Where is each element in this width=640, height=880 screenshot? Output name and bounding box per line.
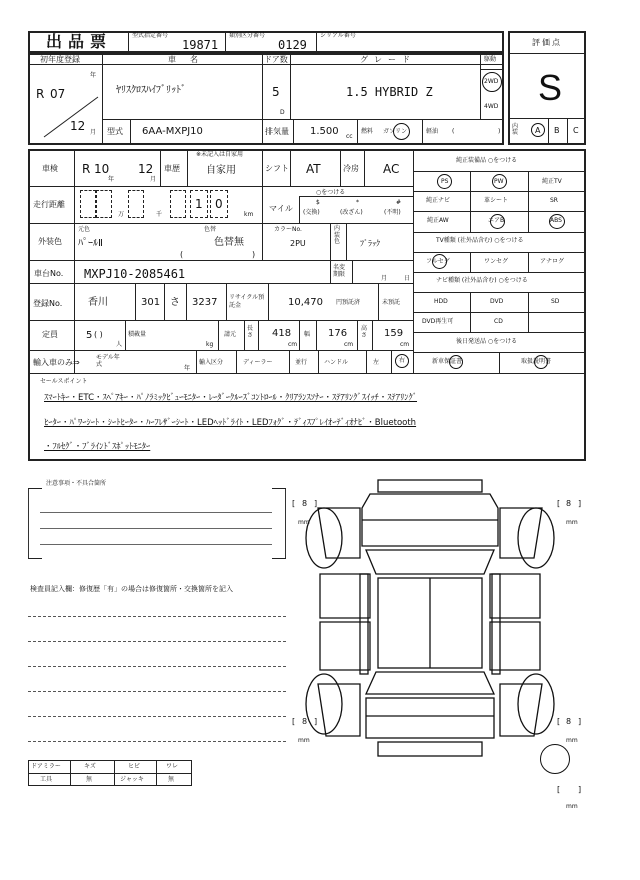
import-category-label: 輸入区分	[199, 359, 224, 366]
color-repaint-label: 色替	[204, 226, 217, 233]
inspector-line-6	[28, 741, 286, 742]
tire-fr-close: ]	[578, 499, 582, 508]
tv-header: TV種類 (社外品含む) ○をつける	[436, 237, 524, 244]
tire-fr-unit: mm	[566, 519, 578, 526]
chassis-no: MXPJ10-2085461	[84, 267, 186, 281]
form-title: 出品票	[46, 32, 113, 51]
tire-rl-unit: mm	[298, 737, 310, 744]
first-reg-year: 07	[50, 87, 66, 101]
interior-a: A	[535, 126, 541, 135]
mileage-sen: 千	[156, 211, 163, 218]
navi-hdd: HDD	[434, 298, 448, 305]
mileage-km: km	[244, 211, 254, 218]
doors: 5	[272, 85, 280, 99]
month-unit: 月	[90, 129, 97, 136]
navi-header: ナビ種類 (社外品含む) ○をつける	[436, 277, 528, 284]
meigi-day: 日	[404, 275, 411, 282]
capacity-paren: ( )	[94, 330, 103, 339]
length: 418	[272, 328, 292, 339]
inspector-line-1	[28, 616, 286, 617]
history-label: 車歴	[164, 164, 180, 173]
color-paren-open: (	[180, 250, 184, 259]
color-label: 外装色	[38, 237, 62, 246]
handle-right: 右	[399, 357, 406, 364]
width: 176	[328, 328, 348, 339]
tire-spare-close: ]	[578, 785, 582, 794]
legend-r-3: ジャッキ	[120, 776, 144, 783]
docs-warranty: 新車保証書	[432, 358, 463, 365]
inspector-line-4	[28, 691, 286, 692]
grade-label: グレード	[360, 55, 416, 64]
color-original: ﾊﾟｰﾙⅡ	[78, 238, 103, 249]
tire-spare-unit: mm	[566, 803, 578, 810]
tire-rl-close: ]	[314, 717, 318, 726]
caution-line-3	[40, 544, 272, 545]
width-label: 幅	[304, 331, 311, 338]
color-repaint: 色替無	[214, 237, 244, 248]
sales-line-2: ﾋｰﾀｰ・ﾊﾟﾜｰｼｰﾄ・ｼｰﾄﾋｰﾀｰ・ﾊｰﾌﾚｻﾞｰｼｰﾄ・LEDﾍｯﾄﾞﾗｲﾄ・LEDﾌｫｸﾞ・ﾃﾞｨｽﾌﾟﾚｲｵｰﾃﾞｨｵﾅﾋﾞ・Bluetooth	[44, 418, 417, 428]
capacity: 5	[86, 330, 93, 341]
tire-rr-unit: mm	[566, 737, 578, 744]
height-label: 高さ	[361, 325, 368, 339]
ac-label: 冷房	[343, 164, 359, 173]
interior-b: B	[554, 126, 560, 135]
tire-fl-close: ]	[314, 499, 318, 508]
height-cm: cm	[400, 341, 410, 348]
type-cert-no: 19871	[182, 38, 219, 52]
tire-fr-open: [	[557, 499, 561, 508]
drive-2wd: 2WD	[484, 78, 499, 85]
shift-label: シフト	[265, 164, 289, 173]
load-label: 積載量	[128, 331, 147, 338]
body-code: D	[280, 109, 285, 116]
type-cert-label: 型式指定番号	[132, 32, 169, 39]
fuel-paren-open: (	[452, 128, 455, 135]
legend-h-4: ワレ	[166, 763, 179, 770]
inspector-line-5	[28, 716, 286, 717]
sales-label: セールスポイント	[40, 378, 88, 385]
category-label: 類別区分番号	[229, 32, 266, 39]
mileage-exchanged-label: (交換)	[303, 209, 320, 216]
navi-dvd: DVD	[490, 298, 504, 305]
equip-airbag: エアB	[488, 217, 505, 224]
tv-oneseg: ワンセグ	[484, 258, 509, 265]
mileage-unknown: #	[396, 199, 402, 206]
year-unit: 年	[90, 72, 97, 79]
inspector-label: 検査員記入欄：修復歴「有」の場合は修復箇所・交換箇所を記入	[30, 585, 233, 593]
claim-label: 請元	[224, 331, 237, 338]
handle-left: 左	[373, 359, 380, 366]
mileage-note: ○をつける	[316, 189, 346, 196]
interior-color-label: 内装色	[334, 225, 341, 246]
doors-label: ドア数	[264, 55, 288, 64]
tv-analog: アナログ	[540, 258, 565, 265]
interior-color: ﾌﾞﾗｯｸ	[360, 239, 380, 248]
inspector-line-2	[28, 641, 286, 642]
length-label: 長さ	[247, 325, 254, 339]
tire-fl-unit: mm	[298, 519, 310, 526]
equip-tv: 純正TV	[542, 178, 562, 185]
import-year: 年	[184, 365, 191, 372]
shaken-label: 車検	[42, 164, 58, 173]
shaken-era: R	[82, 162, 91, 176]
rating-value: S	[538, 67, 563, 108]
displacement-label: 排気量	[265, 127, 289, 136]
meigi-label: 名変期限	[333, 264, 346, 279]
registration-number: 3237	[192, 297, 218, 308]
mileage-digit-box-4	[170, 190, 186, 218]
capacity-label: 定員	[42, 330, 58, 339]
mileage-altered-label: (改ざん)	[340, 209, 363, 216]
legend-h-2: キズ	[84, 763, 96, 770]
ac: AC	[383, 162, 400, 176]
mileage-exchanged: $	[316, 199, 320, 206]
registration-region: 香川	[88, 297, 108, 308]
category-no: 0129	[278, 38, 307, 52]
interior-label: 内装	[512, 123, 519, 136]
rating-label: 評価点	[532, 38, 562, 47]
fuel-label: 燃料	[361, 128, 374, 135]
tire-rl: 8	[302, 717, 308, 726]
spare-tire-icon	[540, 744, 570, 774]
fuel-oil: 軽油	[426, 128, 439, 135]
recycle-unpaid: 未預託	[382, 299, 401, 306]
navi-cd: CD	[494, 318, 503, 325]
kg-unit: kg	[206, 341, 214, 348]
caution-bracket	[28, 488, 286, 558]
grade: 1.5 HYBRID Z	[346, 85, 433, 99]
sales-line-1: ｽﾏｰﾄｷｰ・ETC・ｽﾍﾟｱｷｰ・ﾊﾟﾉﾗﾐｯｸﾋﾞｭｰﾓﾆﾀｰ・ﾚｰﾀﾞｰｸﾙｰｽﾞｺﾝﾄﾛｰﾙ・ｸﾘｱﾗﾝｽｿﾅｰ・ｽﾃｱﾘﾝｸﾞｽｲｯﾁ・ｽﾃｱﾘﾝｸﾞ	[44, 393, 418, 403]
equip-sr: SR	[550, 197, 558, 204]
model-year-label: モデル年式	[96, 354, 120, 369]
color-no: 2PU	[290, 239, 306, 248]
caution-line-1	[40, 512, 272, 513]
displacement: 1.500	[310, 126, 339, 137]
equip-leather: 革シート	[484, 197, 509, 204]
fuel-gas: ガソリン	[383, 128, 408, 135]
legend-h-1: ドアミラー	[31, 763, 61, 770]
tire-fr: 8	[566, 499, 572, 508]
interior-c: C	[573, 126, 579, 135]
shaken-year-unit: 年	[108, 176, 115, 183]
name-label: 車名	[168, 55, 212, 64]
person-unit: 人	[116, 341, 123, 348]
drive-label: 駆動	[484, 56, 497, 63]
mileage-man: 万	[118, 211, 125, 218]
shaken-month: 12	[138, 162, 154, 176]
sales-line-3: ・ﾌﾙｾｸﾞ・ﾌﾞﾗｲﾝﾄﾞｽﾎﾟｯﾄﾓﾆﾀｰ	[44, 442, 151, 452]
history: 自家用	[206, 165, 236, 176]
model: 6AA-MXPJ10	[142, 126, 203, 137]
legend-r-2: 無	[86, 776, 93, 783]
model-label: 型式	[107, 127, 123, 136]
tire-fl-open: [	[292, 499, 296, 508]
equip-pw: PW	[494, 178, 504, 185]
navi-sd: SD	[551, 298, 560, 305]
mileage-mile: マイル	[269, 204, 293, 213]
mileage-unknown-label: (不明)	[384, 209, 401, 216]
first-reg-label: 初年度登録	[40, 55, 80, 64]
tire-spare-open: [	[557, 785, 561, 794]
first-reg-month: 12	[70, 119, 86, 133]
vehicle-name: ﾔﾘｽｸﾛｽﾊｲﾌﾞﾘｯﾄﾞ	[116, 85, 186, 96]
mileage-digit-2: 0	[215, 197, 223, 211]
color-original-sub: 元色	[78, 226, 91, 233]
car-diagram	[300, 478, 560, 768]
mileage-digit-box-1	[80, 190, 96, 218]
import-parallel: 並行	[295, 359, 308, 366]
mileage-altered: *	[356, 199, 359, 206]
registration-kana: さ	[170, 297, 180, 308]
recycle-suffix: 円預託済	[336, 299, 361, 306]
legend-r-1: 工具	[40, 776, 53, 783]
height: 159	[384, 328, 404, 339]
navi-dvd-play: DVD再生可	[422, 318, 454, 325]
tire-rr-close: ]	[578, 717, 582, 726]
recycle-label: リサイクル預託金	[229, 294, 265, 309]
mileage-digit-1: 1	[195, 197, 203, 211]
legend-r-4: 無	[168, 776, 175, 783]
inspector-line-3	[28, 666, 286, 667]
equipment-header: 純正装備品 ○をつける	[456, 157, 518, 164]
history-note: ※未記入は自家用	[196, 151, 244, 158]
fuel-paren-close: )	[498, 128, 501, 135]
registration-label: 登録No.	[33, 299, 63, 308]
chassis-label: 車台No.	[34, 269, 64, 278]
tire-rr: 8	[566, 717, 572, 726]
equip-aw: 純正AW	[427, 217, 449, 224]
recycle-value: 10,470	[288, 297, 323, 308]
docs-header: 後日発送品 ○をつける	[456, 338, 518, 345]
mileage-digit-box-2	[96, 190, 112, 218]
caution-label: 注意事項・不具合箇所	[46, 480, 107, 487]
shift: AT	[306, 162, 321, 176]
tire-fl: 8	[302, 499, 308, 508]
cc-unit: cc	[346, 133, 353, 140]
import-dealer: ディーラー	[243, 359, 273, 366]
legend-h-3: ヒビ	[128, 763, 141, 770]
tv-fullseg: フルセグ	[426, 258, 450, 265]
mileage-label: 走行距離	[33, 200, 65, 209]
length-cm: cm	[288, 341, 298, 348]
caution-line-2	[40, 528, 272, 529]
color-paren-close: )	[252, 250, 256, 259]
color-no-label: カラーNo.	[274, 226, 302, 233]
drive-4wd: 4WD	[484, 103, 499, 110]
handle-label: ハンドル	[324, 359, 349, 366]
serial-label: シリアル番号	[320, 32, 356, 39]
equip-abs: ABS	[550, 217, 562, 224]
shaken-month-unit: 月	[150, 176, 157, 183]
first-reg-era: R	[36, 87, 45, 101]
docs-manual: 取扱説明書	[521, 358, 552, 365]
shaken-year: 10	[94, 162, 110, 176]
equip-navi: 純正ナビ	[426, 197, 451, 204]
import-label: 輸入車のみ⇒	[33, 358, 80, 367]
mileage-digit-box-3	[128, 190, 144, 218]
meigi-month: 月	[381, 275, 388, 282]
tire-rr-open: [	[557, 717, 561, 726]
width-cm: cm	[344, 341, 354, 348]
tire-rl-open: [	[292, 717, 296, 726]
registration-class: 301	[141, 297, 161, 308]
equip-ps: PS	[441, 178, 449, 185]
